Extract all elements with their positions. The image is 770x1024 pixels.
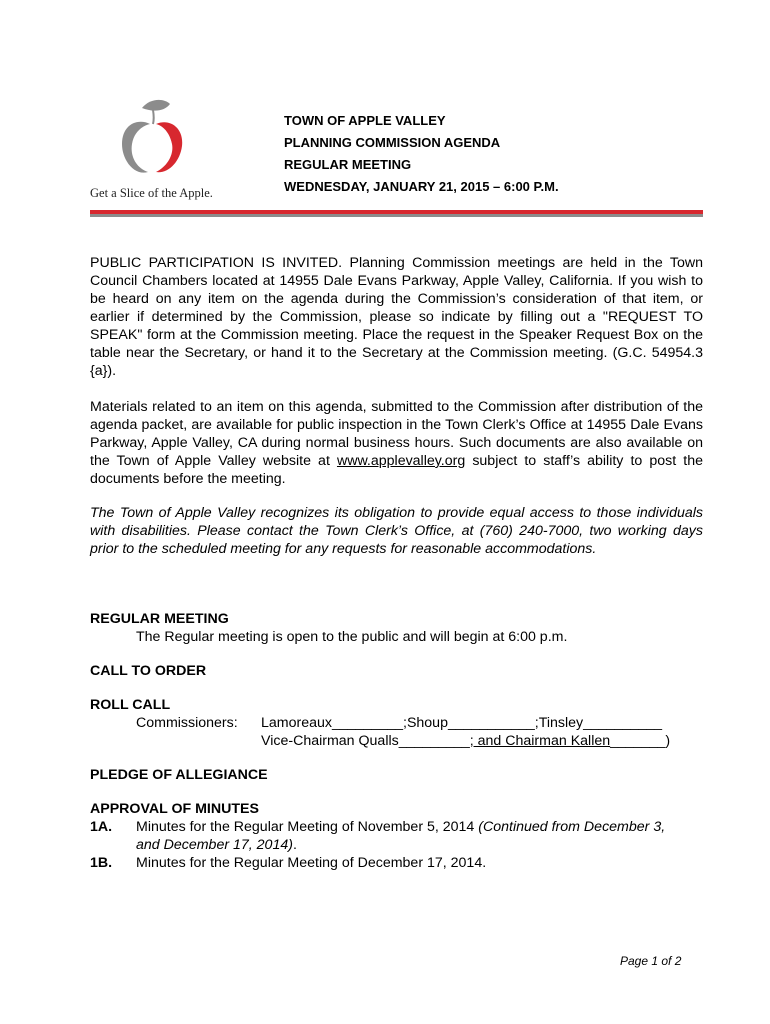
header-town: TOWN OF APPLE VALLEY xyxy=(284,113,446,128)
materials-text: Materials related to an item on this agenda, submitted to the Commission after distribution of the agenda packet, are available for public inspection in the Town Clerk’s Office at 14955 Dale Evans Parkway, Apple Valley, CA during normal business hours. Such documents are also available on the Town of Apple Valley website at xyxy=(90,399,703,469)
blank: _______ xyxy=(610,733,666,749)
materials-paragraph xyxy=(90,398,703,488)
blank: __________ xyxy=(583,715,663,731)
roll-call-line-1 xyxy=(261,714,662,732)
item-1a-text xyxy=(136,818,665,836)
town-logo xyxy=(90,98,220,202)
item-number: 1B. xyxy=(90,855,113,871)
item-text: Minutes for the Regular Meeting of November 5, 2014 xyxy=(136,819,479,835)
apple-logo-icon xyxy=(112,98,192,178)
regular-meeting-heading: REGULAR MEETING xyxy=(90,611,229,627)
commissioner-tinsley: ;Tinsley xyxy=(534,715,584,731)
roll-call-heading: ROLL CALL xyxy=(90,697,171,713)
chairman-kallen: ; and Chairman Kallen xyxy=(469,733,611,749)
item-number: 1A. xyxy=(90,819,113,835)
pledge-heading: PLEDGE OF ALLEGIANCE xyxy=(90,767,268,783)
item-end: . xyxy=(292,837,297,853)
website-link[interactable]: www.applevalley.org xyxy=(336,453,466,469)
vice-chairman-qualls: Vice-Chairman Qualls xyxy=(261,733,399,749)
materials-text-end: subject to staff’s ability to post the documents before the meeting. xyxy=(90,453,703,487)
blank: _________ xyxy=(331,715,403,731)
page-number: Page 1 of 2 xyxy=(620,954,682,968)
approval-heading: APPROVAL OF MINUTES xyxy=(90,801,259,817)
roll-call-line-2 xyxy=(261,732,670,750)
blank: _________ xyxy=(398,733,470,749)
header-date: WEDNESDAY, JANUARY 21, 2015 – 6:00 P.M. xyxy=(284,179,559,194)
agenda-header xyxy=(284,110,559,198)
header-divider-gray xyxy=(90,214,703,217)
roll-call-label: Commissioners: xyxy=(136,715,238,731)
public-participation-paragraph: PUBLIC PARTICIPATION IS INVITED. Planning Commission meetings are held in the Town Council Chambers located at 14955 Dale Evans Parkway, Apple Valley, California. If you wish to be heard on any item on the agenda during the Commission’s consideration of that item, or earlier if determined by the Commission, please so indicate by filling out a "REQUEST TO SPEAK" form at the Commission meeting. Place the request in the Speaker Request Box on the table near the Secretary, or hand it to the Secretary at the Commission meeting. (G.C. 54954.3 {a}). xyxy=(90,255,703,379)
item-note-cont: and December 17, 2014) xyxy=(136,837,293,853)
logo-tagline: Get a Slice of the Apple. xyxy=(90,186,213,200)
closing-paren: ) xyxy=(665,733,671,749)
header-meeting-type: REGULAR MEETING xyxy=(284,157,412,172)
item-1b-text: Minutes for the Regular Meeting of December 17, 2014. xyxy=(136,855,487,871)
item-note: (Continued from December 3, xyxy=(478,819,666,835)
header-agenda: PLANNING COMMISSION AGENDA xyxy=(284,135,501,150)
blank: ___________ xyxy=(447,715,535,731)
call-to-order-heading: CALL TO ORDER xyxy=(90,663,207,679)
commissioner-shoup: ;Shoup xyxy=(403,715,448,731)
commissioner-lamoreaux: Lamoreaux xyxy=(261,715,332,731)
accessibility-paragraph: The Town of Apple Valley recognizes its obligation to provide equal access to those individuals with disabilities. Please contact the Town Clerk’s Office, at (760) 240-7000, two working days prior to the scheduled meeting for any requests for reasonable accommodations. xyxy=(90,505,703,557)
item-1a-text-cont xyxy=(136,836,297,854)
regular-meeting-text: The Regular meeting is open to the public and will begin at 6:00 p.m. xyxy=(136,629,568,645)
